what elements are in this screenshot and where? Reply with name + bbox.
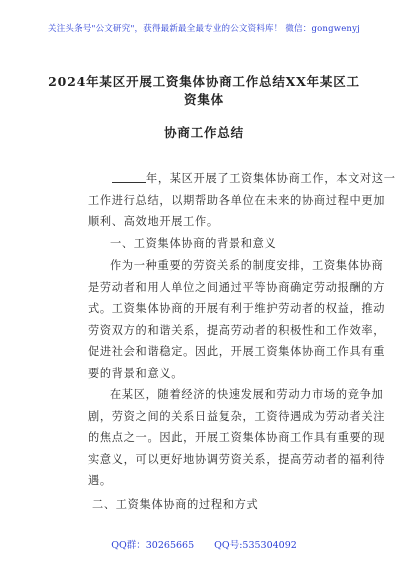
paragraph-line: 式。工资集体协商的开展有利于维护劳动者的权益，推动 (88, 302, 386, 316)
section-heading-1 (88, 233, 344, 255)
qq-number-text: QQ号:535304092 (214, 540, 297, 551)
paragraph-line: 在某区，随着经济的快速发展和劳动力市场的竞争加 (110, 388, 384, 401)
footer-contact (0, 537, 408, 551)
paragraph-line: 的焦点之一。因此，开展工资集体协商工作具有重要的现 (88, 431, 386, 445)
paragraph-line: 年，某区开展了工资集体协商工作，本文对这一 (112, 168, 344, 190)
paragraph-line: 工作进行总结，以期帮助各单位在未来的协商过程中更加 (88, 193, 386, 207)
heading-text: 二、工资集体协商的过程和方式 (92, 498, 259, 511)
paragraph-line: 遇。 (88, 474, 112, 488)
heading-text: 一、工资集体协商的背景和意义 (110, 237, 277, 250)
paragraph-definition (88, 255, 386, 385)
blank-underline (112, 171, 146, 183)
paragraph-line: 促进社会和谐稳定。因此，开展工资集体协商工作具有重 (88, 345, 386, 359)
document-title-line-1: 2024年某区开展工资集体协商工作总结XX年某区工资集体 (48, 74, 360, 107)
paragraph-line: 剧，劳资之间的关系日益复杂，工资待遇成为劳动者关注 (88, 409, 386, 423)
paragraph-line: 劳资双方的和谐关系，提高劳动者的积极性和工作效率， (88, 323, 386, 337)
paragraph-line: 要的背景和意义。 (88, 366, 184, 380)
paragraph-line: 是劳动者和用人单位之间通过平等协商确定劳动报酬的方 (88, 280, 386, 294)
paragraph-line: 作为一种重要的劳资关系的制度安排，工资集体协商 (110, 259, 384, 272)
section-heading-2 (88, 494, 344, 516)
qq-group-text: QQ群：30265665 (111, 540, 195, 551)
paragraph-local-context (88, 384, 386, 492)
paragraph-line: 顺利、高效地开展工作。 (88, 215, 219, 229)
paragraph-intro (88, 168, 396, 233)
document-title-line-2: 协商工作总结 (164, 125, 244, 140)
header-banner: 关注头条号"公文研究"，获得最新最全最专业的公文资料库！ 微信：gongwenyj (48, 24, 360, 34)
paragraph-line: 实意义，可以更好地协调劳资关系，提高劳动者的福利待 (88, 452, 386, 466)
